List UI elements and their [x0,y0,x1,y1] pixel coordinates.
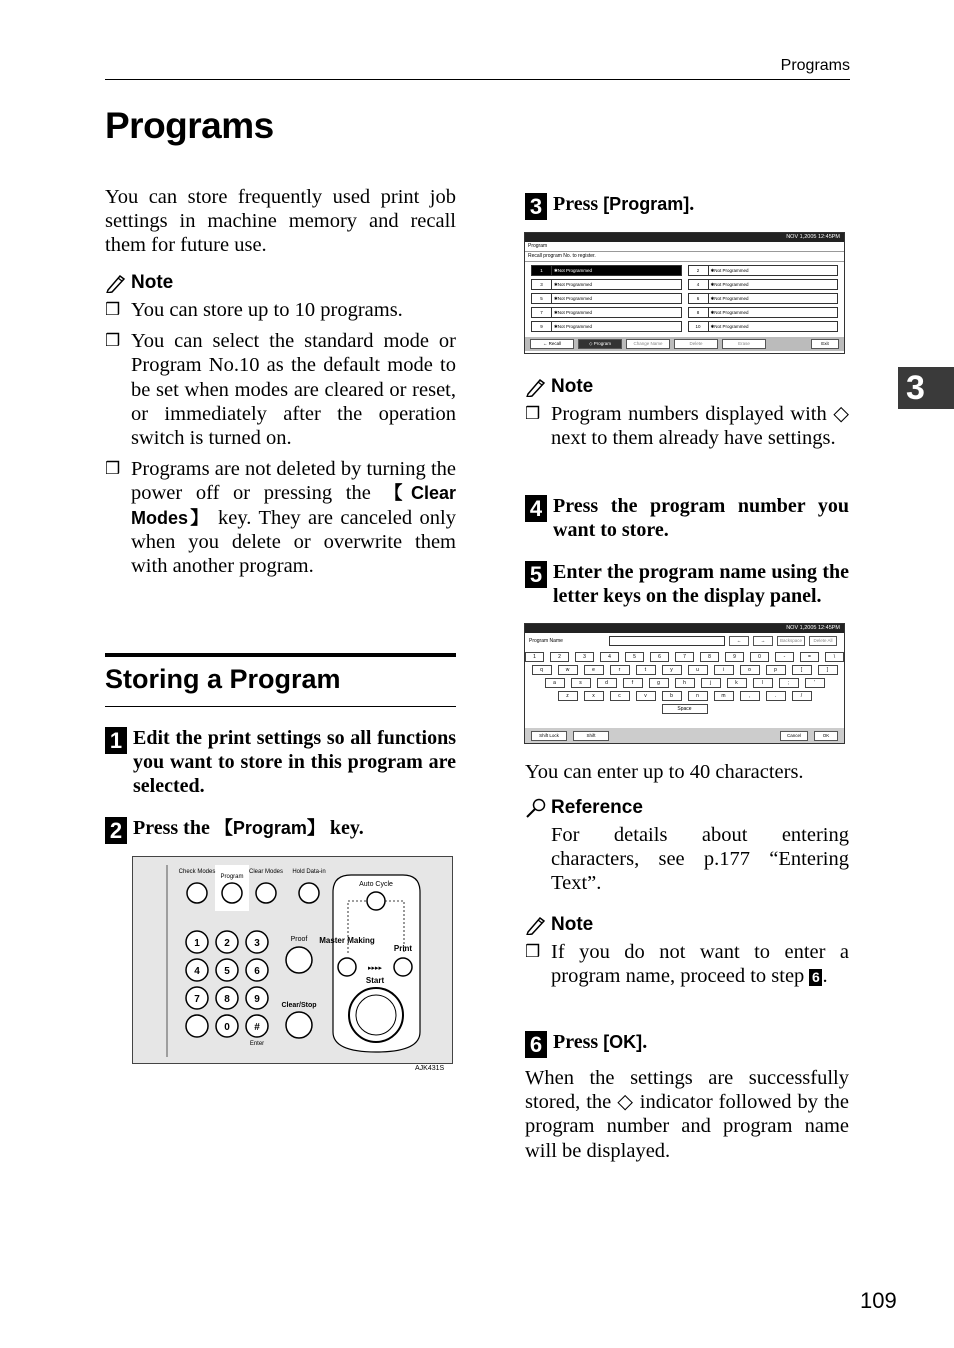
hold-data-in-label: Hold Data-in [292,869,326,875]
program-name-input[interactable] [609,636,725,646]
figure-code: AJK431S [415,1065,445,1072]
keyboard-key[interactable]: 7 [675,652,694,662]
chapter-tab: 3 [898,367,954,409]
magnifier-icon [525,798,547,818]
keyboard-key[interactable]: r [610,665,630,675]
keypad-key-label: 4 [194,966,200,977]
program-screen [524,232,845,354]
checkbox-icon: ❒ [105,300,121,319]
program-slot-button[interactable] [531,307,682,318]
keyboard-key[interactable]: v [636,691,656,701]
keyboard-key[interactable]: 6 [650,652,669,662]
keyboard-key[interactable]: 3 [575,652,594,662]
clear-modes-label: Clear Modes [248,869,284,875]
program-slot-button[interactable] [688,279,839,290]
program-slot-number: 3 [532,280,552,289]
step-number: 2 [105,817,127,844]
clear-modes-key-label: 【Clear Modes】 [131,483,457,528]
keyboard-key[interactable]: i [714,665,734,675]
clear-modes-button[interactable] [256,883,276,903]
print-label: Print [393,944,413,953]
keyboard-key[interactable]: \ [825,652,844,662]
program-slot-label: ✱Not Programmed [554,296,593,301]
keyboard-key[interactable]: - [775,652,794,662]
keyboard-key[interactable]: t [636,665,656,675]
pencil-icon [525,915,547,935]
keyboard-row [525,704,844,714]
program-slot-label: ✱Not Programmed [554,268,593,273]
keyboard-row [525,652,844,662]
keyboard-key[interactable]: x [584,691,604,701]
keyboard-key[interactable]: k [727,678,747,688]
keyboard-key[interactable]: l [753,678,773,688]
keyboard-key[interactable]: 8 [700,652,719,662]
note-bullet: ❒ You can select the standard mode or Program No.10 as the default mode to be set when modes are cleared or reset, or immediately after the operation switch is turned on. [105,330,456,450]
keyboard-key[interactable]: 4 [600,652,619,662]
program-slot-button[interactable] [531,321,682,332]
program-slot-number: 9 [532,322,552,331]
hold-data-in-button[interactable] [299,883,319,903]
keyboard-key[interactable]: q [532,665,552,675]
keyboard-key[interactable]: e [584,665,604,675]
keypad-key-label: 9 [254,994,260,1005]
section-title: Storing a Program [105,664,341,694]
section-rule [105,706,456,707]
note-bullet: ❒ Program numbers displayed with ◇ next to them already have settings. [525,403,849,450]
screen-title: Program [525,242,844,252]
program-slot-label: ✱Not Programmed [554,310,593,315]
auto-cycle-label: Auto Cycle [359,881,393,888]
note-heading: Note [525,914,849,936]
section-bar [105,653,456,657]
keypad-key-label: 5 [224,966,230,977]
step-5: 5 Enter the program name using the letter keys on the display panel. [525,560,849,608]
numeric-keypad [186,931,268,1037]
print-button[interactable] [394,958,412,976]
keyboard-key[interactable]: p [766,665,786,675]
checkbox-icon: ❒ [105,459,121,479]
change-name-button[interactable]: Change Name [626,339,670,349]
note-bullet: ❒ You can store up to 10 programs. [105,299,403,321]
program-name-screen [524,623,845,744]
keyboard-key[interactable]: u [688,665,708,675]
proof-label: Proof [290,936,308,943]
step-number: 4 [525,495,547,522]
keyboard-key[interactable]: ; [779,678,799,688]
step-2: 2 Press the 【Program】 key. [105,816,456,844]
control-panel-illustration [132,856,453,1064]
page-number: 109 [860,1288,897,1313]
program-screen-button[interactable]: ◇ Program [578,339,622,349]
program-slot-number: 6 [689,294,709,303]
program-slot-number: 10 [689,322,709,331]
keypad-key-label: # [254,1022,260,1033]
reference-text: For details about entering characters, see p.177 “Entering Text”. [551,824,849,895]
proof-button[interactable] [286,947,312,973]
keyboard-key[interactable]: = [800,652,819,662]
keyboard-key[interactable]: w [558,665,578,675]
keyboard-key[interactable]: d [597,678,617,688]
program-slot-number: 8 [689,308,709,317]
auto-cycle-button[interactable] [367,892,385,910]
note-heading: Note [105,272,456,294]
recall-button[interactable]: ← Recall [530,339,574,349]
program-slot-label: ✱Not Programmed [710,268,749,273]
screen-toolbar [525,337,844,351]
start-label: Start [365,976,385,985]
clear-stop-button[interactable] [286,1012,312,1038]
keyboard-key[interactable]: m [714,691,734,701]
screen-date: NOV 1,2005 12:45PM [525,233,844,242]
keyboard-key[interactable]: g [649,678,669,688]
keyboard-key[interactable]: f [623,678,643,688]
step-number: 1 [105,727,127,754]
checkbox-icon: ❒ [525,942,541,961]
checkbox-icon: ❒ [525,404,541,423]
ok-button[interactable]: OK [814,731,838,741]
pencil-icon [525,377,547,397]
keyboard-key[interactable]: 5 [625,652,644,662]
note-block [105,272,456,578]
keyboard-key[interactable]: b [662,691,682,701]
keyboard-key[interactable]: 9 [725,652,744,662]
delete-all-button[interactable]: Delete All [809,636,837,646]
program-label: Program [220,874,244,880]
program-slot-number: 2 [689,266,709,275]
reference-block [525,797,849,896]
keyboard-key[interactable]: . [766,691,786,701]
step-6: 6 Press [OK]. [525,1030,849,1058]
checkbox-icon: ❒ [105,331,121,351]
keyboard-key[interactable]: , [740,691,760,701]
shift-button[interactable]: Shift [573,731,609,741]
program-slot-number: 7 [532,308,552,317]
cancel-button[interactable]: Cancel [780,731,808,741]
step-number: 5 [525,561,547,588]
keyboard-key[interactable]: h [675,678,695,688]
screen-subtitle: Recall program No. to register. [525,252,844,262]
program-button[interactable] [222,883,242,903]
enter-label: Enter [249,1041,265,1047]
keyboard-key[interactable]: 0 [750,652,769,662]
space-key[interactable]: Space [662,704,708,714]
name-entry-row [525,633,844,649]
note-heading: Note [525,376,849,398]
backspace-button[interactable]: Backspace [777,636,805,646]
keyboard-key[interactable]: 1 [525,652,544,662]
step-4: 4 Press the program number you want to store. [525,494,849,542]
keyboard-key[interactable]: z [558,691,578,701]
keyboard-key[interactable]: j [701,678,721,688]
right-arrow-button[interactable]: → [753,636,773,646]
program-slot-button[interactable] [688,321,839,332]
keyboard-key[interactable]: ] [818,665,838,675]
program-slot-number: 1 [532,266,552,275]
program-slot-button[interactable] [688,265,839,276]
exit-button[interactable]: Exit [811,339,839,349]
program-slot-number: 4 [689,280,709,289]
reference-heading: Reference [525,797,849,819]
keypad-key-label: 2 [224,938,230,949]
keypad-key-label: 6 [254,966,260,977]
keyboard-key[interactable]: 2 [550,652,569,662]
clear-stop-label: Clear/Stop [281,1002,317,1009]
program-slot-number: 5 [532,294,552,303]
keyboard-key[interactable]: o [740,665,760,675]
keypad-key-label: 0 [224,1022,230,1033]
program-slot-label: ✱Not Programmed [710,310,749,315]
program-slot-button[interactable] [688,307,839,318]
shift-lock-button[interactable]: Shift Lock [531,731,567,741]
completion-paragraph: When the settings are successfully stored, the ◇ indicator followed by the program number and program name will be displayed. [525,1067,849,1162]
step-number: 6 [525,1031,547,1058]
program-slot-button[interactable] [531,293,682,304]
characters-note: You can enter up to 40 characters. [525,761,804,783]
program-slot-button[interactable] [531,279,682,290]
keyboard-key[interactable]: c [610,691,630,701]
screen-title: Program Name [529,638,563,644]
master-making-button[interactable] [338,958,356,976]
page-title: Programs [105,105,274,146]
check-modes-button[interactable] [187,883,207,903]
note-block-2 [525,376,849,450]
program-list [525,262,844,335]
program-slot-label: ✱Not Programmed [554,282,593,287]
keyboard-key[interactable]: ' [805,678,825,688]
screen-toolbar [525,728,844,743]
step-reference-badge: 6 [809,969,822,986]
keypad-key[interactable] [186,1015,208,1037]
program-slot-label: ✱Not Programmed [710,296,749,301]
check-modes-label: Check Modes [178,869,216,875]
pencil-icon [105,273,127,293]
keyboard-key[interactable]: n [688,691,708,701]
note-bullet: ❒ Programs are not deleted by turning the power off or pressing the 【Clear Modes】 key. They are canceled only when you delete or overwrite them with another program. [105,458,457,578]
intro-paragraph: You can store frequently used print job settings in machine memory and recall them for future use. [105,186,456,257]
keypad-key-label: 8 [224,994,230,1005]
step-number: 3 [525,193,547,220]
screen-date: NOV 1,2005 12:45PM [525,624,844,633]
start-button[interactable] [349,988,403,1042]
keyboard-key[interactable]: a [545,678,565,688]
keypad-key-label: 7 [194,994,200,1005]
keyboard-key[interactable]: y [662,665,682,675]
program-slot-label: ✱Not Programmed [710,282,749,287]
step-1: 1 Edit the print settings so all functions you want to store in this program are selected. [105,726,456,799]
running-head: Programs [780,57,850,74]
keyboard-row [525,691,844,701]
arrow-icon: ▸▸▸▸ [367,965,383,972]
program-slot-label: ✱Not Programmed [554,324,593,329]
program-slot-button[interactable] [688,293,839,304]
control-panel-svg [133,857,454,1065]
delete-button[interactable]: Delete [674,339,718,349]
master-making-label: Master Making [319,936,375,945]
keyboard-row [525,678,844,688]
header-rule [105,79,850,80]
left-arrow-button[interactable]: ← [729,636,749,646]
note-block-3 [525,914,849,988]
keyboard-key[interactable]: s [571,678,591,688]
program-slot-label: ✱Not Programmed [710,324,749,329]
note-bullet: ❒ If you do not want to enter a program name, proceed to step 6 . [525,941,849,988]
program-slot-button[interactable] [531,265,682,276]
keyboard-key[interactable]: [ [792,665,812,675]
keypad-key-label: 3 [254,938,260,949]
keyboard-row [525,665,844,675]
keyboard-key[interactable]: / [792,691,812,701]
erase-button[interactable]: Erase [722,339,766,349]
step-3: 3 Press [Program]. [525,192,849,220]
keypad-key-label: 1 [194,938,200,949]
